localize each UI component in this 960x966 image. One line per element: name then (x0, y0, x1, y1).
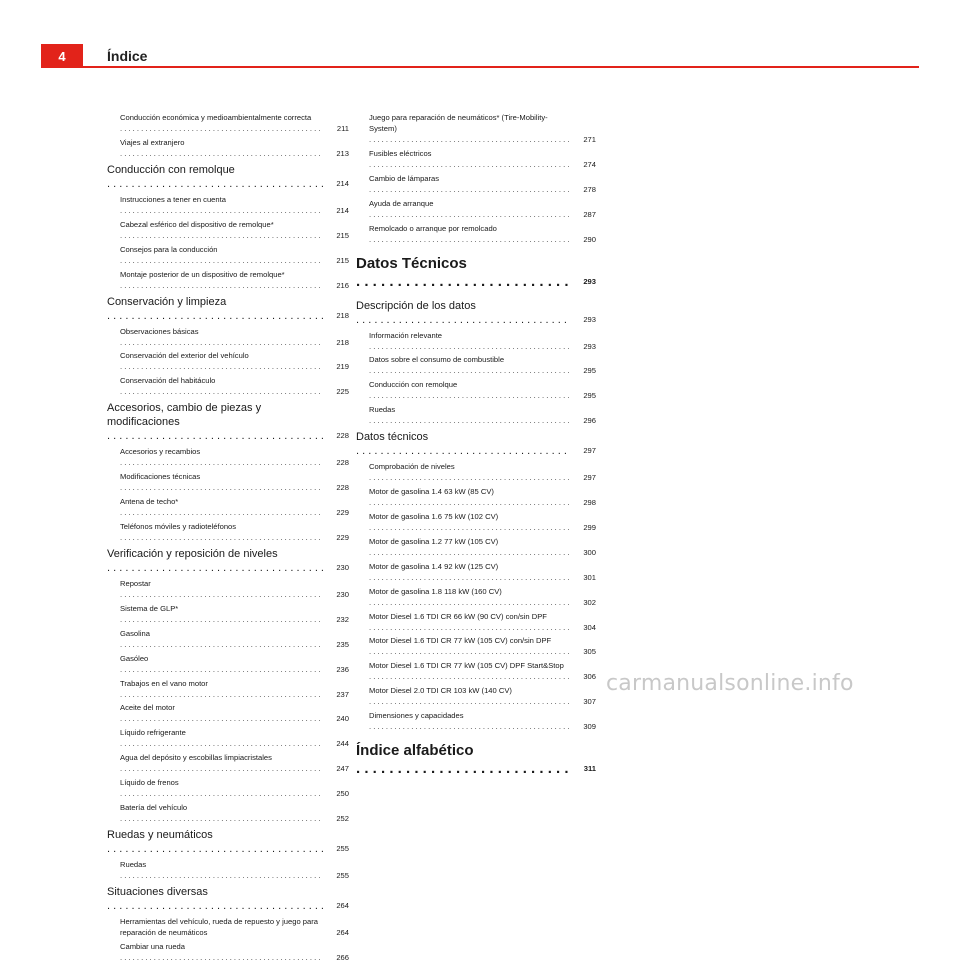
toc-entry-label: Motor de gasolina 1.2 77 kW (105 CV) (369, 536, 499, 546)
toc-entry-title (120, 941, 323, 963)
toc-entry[interactable] (356, 379, 596, 401)
toc-entry-page: 215 (336, 230, 349, 240)
toc-entry-title (120, 446, 323, 468)
toc-entry-title (369, 611, 570, 633)
toc-entry-label: Información relevante (369, 330, 443, 340)
toc-entry-label: Agua del depósito y escobillas limpiacristales (120, 753, 272, 763)
toc-entry[interactable] (107, 194, 349, 216)
toc-entry-page: 211 (336, 124, 349, 133)
toc-entry-title (120, 326, 323, 348)
toc-entry[interactable] (356, 255, 596, 291)
toc-entry-title (120, 802, 323, 824)
dot-leader (120, 871, 323, 880)
dot-leader (369, 523, 570, 532)
toc-entry[interactable] (107, 859, 349, 881)
toc-entry-label: Índice alfabético (356, 742, 474, 760)
toc-entry-title (369, 198, 570, 220)
dot-leader (120, 640, 323, 649)
toc-entry-page: 229 (336, 533, 349, 543)
toc-entry[interactable] (107, 137, 349, 159)
toc-entry-label: Ayuda de arranque (369, 198, 434, 208)
toc-entry-label: Ruedas (369, 405, 396, 415)
toc-entry-page: 252 (336, 814, 349, 824)
toc-entry[interactable] (107, 446, 349, 468)
toc-entry-title (120, 375, 323, 397)
toc-entry-page: 215 (336, 255, 349, 265)
toc-entry-label: Ruedas y neumáticos (107, 829, 213, 842)
toc-entry-title (369, 685, 570, 707)
toc-entry-title (356, 430, 570, 458)
dot-leader (356, 273, 570, 290)
toc-entry[interactable] (107, 941, 349, 963)
toc-entry-page: 244 (336, 739, 349, 749)
toc-entry-title (369, 561, 570, 583)
toc-entry-label: Ruedas (120, 860, 147, 870)
toc-entry-label: Conducción con remolque (369, 380, 458, 390)
toc-entry-label: Líquido refrigerante (120, 728, 186, 738)
toc-entry-title (369, 660, 570, 682)
toc-entry-label: Cabezal esférico del dispositivo de remolque* (120, 219, 274, 229)
toc-entry-page: 287 (583, 209, 596, 219)
toc-entry-page: 299 (583, 523, 596, 533)
toc-entry[interactable] (107, 521, 349, 543)
toc-entry-page: 229 (336, 508, 349, 518)
toc-entry-page: 304 (583, 622, 596, 632)
toc-entry-label: Motor de gasolina 1.4 63 kW (85 CV) (369, 487, 494, 497)
dot-leader (107, 843, 323, 855)
toc-entry-title (107, 163, 323, 191)
dot-leader (120, 231, 323, 240)
toc-entry-page: 247 (336, 764, 349, 774)
toc-entry-label: Motor de gasolina 1.4 92 kW (125 CV) (369, 561, 499, 571)
dot-leader (120, 387, 323, 396)
toc-entry[interactable] (356, 430, 596, 458)
toc-entry-page: 216 (336, 280, 349, 290)
dot-leader (120, 206, 323, 215)
dot-leader (369, 391, 570, 400)
watermark: carmanualsonline.info (606, 671, 854, 696)
toc-entry[interactable] (356, 511, 596, 533)
dot-leader (369, 598, 570, 607)
toc-entry-page: 311 (583, 764, 596, 774)
toc-entry-page: 236 (336, 664, 349, 674)
toc-entry-title (369, 354, 570, 376)
toc-column-right (356, 112, 596, 786)
toc-entry-page: 307 (583, 697, 596, 707)
toc-entry-label: Motor Diesel 1.6 TDI CR 77 kW (105 CV) DPF Start&Stop (369, 661, 564, 671)
toc-entry-page: 305 (583, 647, 596, 657)
toc-entry-page: 214 (336, 178, 349, 188)
toc-entry-page: 228 (336, 431, 349, 441)
toc-entry-title (120, 496, 323, 518)
toc-entry[interactable] (107, 350, 349, 372)
toc-entry[interactable] (356, 611, 596, 633)
dot-leader (120, 953, 323, 962)
toc-entry-page: 228 (336, 483, 349, 493)
toc-entry-title (369, 148, 570, 170)
toc-entry[interactable] (107, 678, 349, 700)
page-number-tab (41, 44, 83, 68)
toc-entry-title (107, 401, 323, 443)
toc-entry-page: 278 (583, 184, 596, 194)
toc-entry-label: Conducción con remolque (107, 163, 235, 176)
dot-leader (107, 178, 323, 190)
dot-leader (369, 235, 570, 244)
toc-entry-page: 297 (583, 446, 596, 456)
toc-entry-label: Cambiar una rueda (120, 941, 186, 951)
toc-entry[interactable] (107, 727, 349, 749)
toc-entry[interactable] (107, 802, 349, 824)
toc-entry-page: 300 (583, 547, 596, 557)
toc-entry[interactable] (107, 628, 349, 650)
toc-entry-title (120, 269, 323, 291)
dot-leader (120, 483, 323, 492)
toc-entry-label: Observaciones básicas (120, 326, 199, 336)
toc-entry-page: 309 (583, 722, 596, 732)
toc-entry-title (369, 330, 570, 352)
toc-entry-label: Trabajos en el vano motor (120, 678, 208, 688)
toc-entry[interactable] (356, 486, 596, 508)
toc-entry-label: Remolcado o arranque por remolcado (369, 223, 497, 233)
toc-entry[interactable] (107, 269, 349, 291)
toc-entry[interactable] (107, 777, 349, 799)
dot-leader (369, 623, 570, 632)
toc-entry-page: 264 (336, 901, 349, 911)
toc-entry-label: Teléfonos móviles y radioteléfonos (120, 522, 237, 532)
toc-entry-label: Conservación del habitáculo (120, 376, 216, 386)
dot-leader (369, 647, 570, 656)
toc-entry-title (369, 173, 570, 195)
toc-entry-title (120, 137, 323, 159)
toc-entry-page: 271 (583, 135, 596, 144)
toc-entry-title (107, 828, 323, 856)
toc-entry[interactable] (356, 536, 596, 558)
dot-leader (107, 430, 323, 442)
toc-entry-title (107, 885, 323, 913)
toc-entry[interactable] (356, 223, 596, 245)
toc-entry[interactable] (356, 586, 596, 608)
dot-leader (369, 366, 570, 375)
header-rule (41, 66, 919, 68)
toc-entry-label: Motor Diesel 1.6 TDI CR 77 kW (105 CV) con/sin DPF (369, 636, 552, 646)
dot-leader (120, 362, 323, 371)
toc-entry-page: 295 (583, 391, 596, 401)
toc-entry-label: Dimensiones y capacidades (369, 711, 464, 721)
toc-entry-label: Sistema de GLP* (120, 603, 179, 613)
dot-leader (369, 185, 570, 194)
toc-entry-title (369, 112, 570, 145)
toc-entry-label: Aceite del motor (120, 703, 175, 713)
dot-leader (356, 314, 570, 326)
toc-entry-label: Antena de techo* (120, 497, 179, 507)
dot-leader (120, 814, 323, 823)
dot-leader (369, 722, 570, 731)
dot-leader (120, 590, 323, 599)
toc-entry-label: Gasóleo (120, 653, 149, 663)
toc-entry-label: Montaje posterior de un dispositivo de remolque* (120, 269, 285, 279)
dot-leader (369, 160, 570, 169)
toc-entry-label: Comprobación de niveles (369, 462, 455, 472)
dot-leader (369, 342, 570, 351)
dot-leader (120, 508, 323, 517)
toc-column-left (107, 112, 349, 966)
dot-leader (369, 548, 570, 557)
toc-entry-title (120, 219, 323, 241)
dot-leader (120, 338, 323, 347)
toc-entry-title (120, 859, 323, 881)
dot-leader (120, 615, 323, 624)
toc-entry[interactable] (356, 635, 596, 657)
toc-entry-label: Fusibles eléctricos (369, 148, 432, 158)
dot-leader (369, 416, 570, 425)
toc-entry-page: 264 (336, 928, 349, 938)
toc-entry-title (356, 255, 570, 291)
toc-entry-title (356, 742, 570, 778)
toc-entry-label: Conducción económica y medioambientalmente correcta (120, 113, 312, 122)
toc-entry-page: 302 (583, 597, 596, 607)
dot-leader (120, 665, 323, 674)
toc-entry-title (120, 727, 323, 749)
toc-entry-page: 296 (583, 416, 596, 426)
toc-entry[interactable] (107, 244, 349, 266)
dot-leader (369, 697, 570, 706)
toc-entry[interactable] (356, 173, 596, 195)
toc-entry-page: 230 (336, 590, 349, 600)
toc-entry[interactable] (356, 660, 596, 682)
dot-leader (120, 281, 323, 290)
toc-entry-page: 295 (583, 366, 596, 376)
dot-leader (120, 256, 323, 265)
toc-entry-label: Líquido de frenos (120, 778, 179, 788)
toc-entry-page: 225 (336, 387, 349, 397)
toc-entry[interactable] (107, 702, 349, 724)
toc-entry-label: Herramientas del vehículo, rueda de repuesto y juego para reparación de neumáticos (120, 917, 318, 938)
toc-entry-title (369, 635, 570, 657)
toc-entry[interactable] (356, 299, 596, 327)
toc-entry[interactable] (107, 828, 349, 856)
toc-entry-label: Datos técnicos (356, 431, 429, 444)
toc-entry[interactable] (107, 603, 349, 625)
toc-entry[interactable] (356, 112, 596, 145)
toc-entry-page: 250 (336, 789, 349, 799)
toc-entry-title (120, 471, 323, 493)
toc-entry-title (369, 404, 570, 426)
toc-entry-page: 237 (336, 689, 349, 699)
toc-entry-title (369, 486, 570, 508)
toc-entry-title (356, 299, 570, 327)
dot-leader (120, 458, 323, 467)
toc-entry[interactable] (107, 219, 349, 241)
toc-entry[interactable] (107, 401, 349, 443)
toc-entry-page: 293 (583, 276, 596, 286)
toc-entry[interactable] (107, 471, 349, 493)
toc-entry-label: Accesorios y recambios (120, 447, 201, 457)
dot-leader (369, 210, 570, 219)
toc-entry[interactable] (356, 710, 596, 732)
toc-entry-label: Motor Diesel 2.0 TDI CR 103 kW (140 CV) (369, 686, 512, 696)
toc-entry[interactable] (107, 295, 349, 323)
toc-entry-title (120, 603, 323, 625)
toc-entry[interactable] (356, 742, 596, 778)
dot-leader (107, 562, 323, 574)
toc-entry-label: Motor de gasolina 1.8 118 kW (160 CV) (369, 586, 502, 596)
dot-leader (120, 789, 323, 798)
toc-entry-title (120, 752, 323, 774)
dot-leader (369, 135, 570, 144)
toc-entry-label: Motor Diesel 1.6 TDI CR 66 kW (90 CV) con/sin DPF (369, 611, 547, 621)
toc-entry-label: Modificaciones técnicas (120, 472, 201, 482)
toc-entry-page: 298 (583, 498, 596, 508)
toc-entry[interactable] (356, 685, 596, 707)
dot-leader (120, 690, 323, 699)
dot-leader (120, 739, 323, 748)
dot-leader (356, 445, 570, 457)
toc-entry-label: Consejos para la conducción (120, 244, 218, 254)
page-title: Índice (107, 48, 148, 64)
toc-entry-page: 266 (336, 952, 349, 962)
toc-entry[interactable] (107, 163, 349, 191)
toc-entry-page: 293 (583, 341, 596, 351)
dot-leader (120, 149, 323, 158)
toc-entry[interactable] (356, 404, 596, 426)
toc-entry-title (107, 547, 323, 575)
toc-entry-title (369, 536, 570, 558)
dot-leader (120, 764, 323, 773)
toc-entry-page: 297 (583, 473, 596, 483)
dot-leader (120, 714, 323, 723)
toc-entry-title (120, 678, 323, 700)
toc-entry[interactable] (356, 354, 596, 376)
toc-entry[interactable] (107, 752, 349, 774)
toc-entry-title (120, 521, 323, 543)
toc-entry-title (120, 350, 323, 372)
toc-entry-page: 218 (336, 310, 349, 320)
toc-entry-title (120, 628, 323, 650)
toc-entry-page: 235 (336, 639, 349, 649)
page-number: 4 (58, 48, 66, 64)
toc-entry-label: Repostar (120, 579, 151, 589)
toc-entry[interactable] (356, 148, 596, 170)
toc-entry-page: 293 (583, 314, 596, 324)
toc-entry-title (120, 653, 323, 675)
toc-entry-page: 306 (583, 672, 596, 682)
toc-entry-title (369, 379, 570, 401)
toc-entry[interactable] (107, 375, 349, 397)
toc-entry-label: Accesorios, cambio de piezas y modificaciones (107, 402, 262, 429)
toc-entry-label: Verificación y reposición de niveles (107, 548, 278, 561)
dot-leader (369, 573, 570, 582)
toc-entry[interactable] (356, 330, 596, 352)
dot-leader (369, 473, 570, 482)
toc-entry-title (369, 710, 570, 732)
toc-entry-page: 230 (336, 563, 349, 573)
toc-entry-label: Motor de gasolina 1.6 75 kW (102 CV) (369, 512, 499, 522)
toc-entry-label: Instrucciones a tener en cuenta (120, 194, 226, 204)
dot-leader (369, 672, 570, 681)
toc-entry[interactable] (356, 561, 596, 583)
toc-entry-page: 255 (336, 871, 349, 881)
toc-entry-label: Datos Técnicos (356, 254, 467, 272)
toc-entry-page: 232 (336, 614, 349, 624)
dot-leader (107, 900, 323, 912)
toc-entry-page: 255 (336, 844, 349, 854)
toc-entry-title (369, 511, 570, 533)
toc-entry[interactable] (107, 653, 349, 675)
toc-entry-label: Situaciones diversas (107, 886, 208, 899)
toc-entry[interactable] (356, 461, 596, 483)
toc-entry-title (120, 244, 323, 266)
toc-entry-label: Batería del vehículo (120, 803, 188, 813)
dot-leader (120, 533, 323, 542)
toc-entry[interactable] (107, 916, 349, 938)
dot-leader (107, 310, 323, 322)
toc-entry[interactable] (107, 496, 349, 518)
toc-entry-title (120, 916, 323, 938)
toc-entry[interactable] (107, 578, 349, 600)
toc-entry-title (369, 461, 570, 483)
toc-entry-page: 213 (336, 148, 349, 158)
dot-leader (120, 124, 323, 133)
dot-leader (356, 760, 570, 777)
toc-entry-label: Cambio de lámparas (369, 173, 440, 183)
toc-entry-page: 228 (336, 458, 349, 468)
toc-entry-title (107, 295, 323, 323)
toc-entry-page: 290 (583, 234, 596, 244)
toc-entry[interactable] (107, 112, 349, 134)
toc-entry-title (120, 702, 323, 724)
toc-entry[interactable] (107, 326, 349, 348)
toc-entry-label: Conservación y limpieza (107, 295, 227, 308)
toc-entry-title (369, 586, 570, 608)
toc-entry-title (120, 777, 323, 799)
dot-leader (369, 498, 570, 507)
toc-entry-page: 301 (583, 572, 596, 582)
toc-entry-title (120, 578, 323, 600)
toc-entry[interactable] (356, 198, 596, 220)
toc-entry-page: 219 (336, 362, 349, 372)
toc-entry-label: Conservación del exterior del vehículo (120, 351, 249, 361)
toc-entry-title (369, 223, 570, 245)
toc-entry-label: Viajes al extranjero (120, 137, 185, 147)
toc-entry-page: 218 (336, 337, 349, 347)
toc-entry-page: 274 (583, 159, 596, 169)
toc-entry[interactable] (107, 885, 349, 913)
toc-entry-label: Datos sobre el consumo de combustible (369, 355, 505, 365)
toc-entry-page: 240 (336, 714, 349, 724)
toc-entry[interactable] (107, 547, 349, 575)
toc-entry-title (120, 112, 323, 134)
toc-entry-title (120, 194, 323, 216)
toc-entry-label: Juego para reparación de neumáticos* (Tire-Mobility-System) (369, 113, 548, 133)
toc-entry-page: 214 (336, 205, 349, 215)
toc-entry-label: Gasolina (120, 628, 150, 638)
toc-entry-label: Descripción de los datos (356, 299, 476, 312)
